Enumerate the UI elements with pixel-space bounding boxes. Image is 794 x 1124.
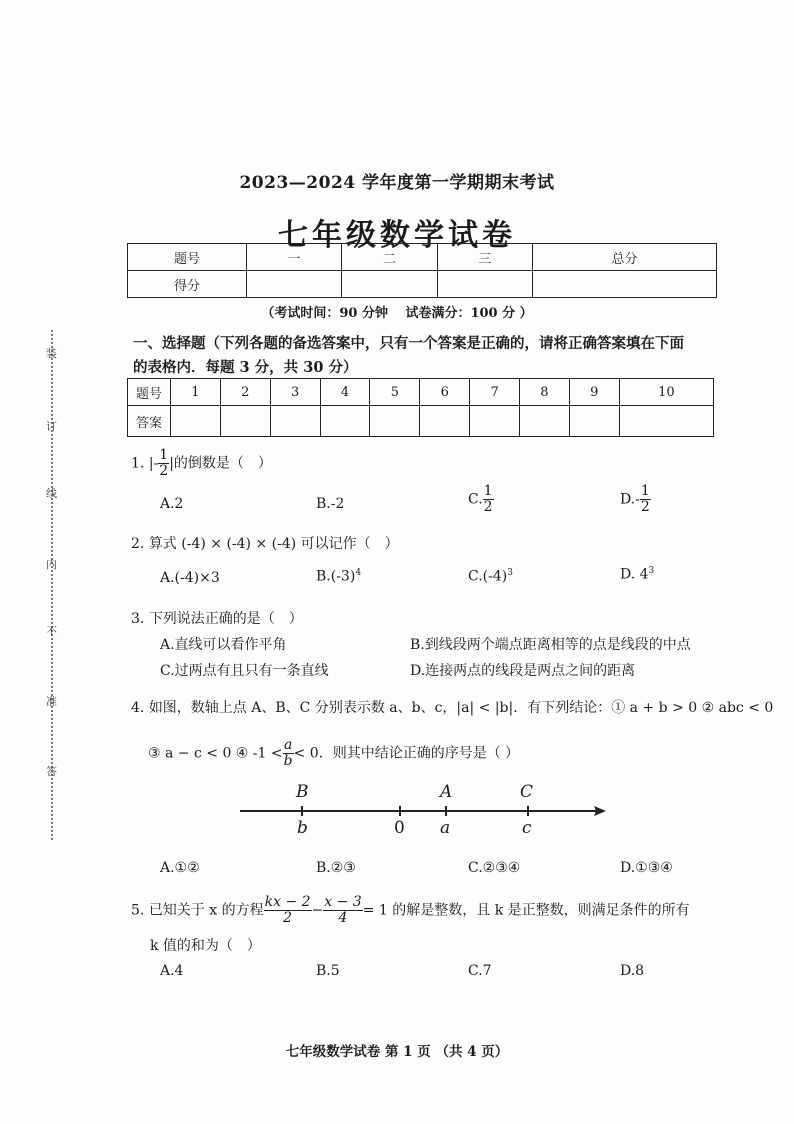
score-col-header: 总分 <box>533 244 717 271</box>
score-row-label: 题号 <box>128 244 247 271</box>
score-cell[interactable] <box>437 271 532 298</box>
question-number-cell: 5 <box>370 379 420 406</box>
question-number: 1. <box>131 455 145 472</box>
q2-option-b: $B.(-3)^4$ <box>316 568 362 585</box>
question-number-cell: 10 <box>619 379 713 406</box>
q5-option-c: C.7 <box>468 963 492 979</box>
answer-cell[interactable] <box>370 406 420 437</box>
q1-abs-open: |- <box>148 455 159 472</box>
q4-option-a: A.①② <box>160 860 200 876</box>
q4-option-d: D.①③④ <box>620 860 673 876</box>
q3-option-c: C.过两点有且只有一条直线 <box>160 663 329 679</box>
q1-stem: |的倒数是（ ） <box>169 455 272 472</box>
question-2 <box>131 533 399 553</box>
q3-option-a: A.直线可以看作平角 <box>160 637 287 653</box>
q2-option-a: A.(-4)×3 <box>160 570 220 586</box>
answer-cell[interactable] <box>320 406 370 437</box>
question-number-cell: 9 <box>569 379 619 406</box>
score-cell[interactable] <box>342 271 437 298</box>
point-label-C: C <box>520 782 534 802</box>
margin-char: 线 <box>46 487 57 500</box>
page-title: 七年级数学试卷 <box>278 218 516 253</box>
q5-stem-cont: k 值的和为（ ） <box>150 938 261 954</box>
answer-cell[interactable] <box>619 406 713 437</box>
q3-option-b: B.到线段两个端点距离相等的点是线段的中点 <box>410 637 691 653</box>
value-label-0: 0 <box>394 818 405 838</box>
exam-info: （考试时间：90 分钟 试卷满分：100 分 ） <box>261 306 533 321</box>
answer-row-label: 题号 <box>128 379 171 406</box>
q5-option-d: D.8 <box>620 963 645 979</box>
question-number-cell: 3 <box>270 379 320 406</box>
exam-year-heading: 2023—2024 学年度第一学期期末考试 <box>239 173 555 193</box>
q1-option-a: A.2 <box>160 496 184 512</box>
question-number-cell: 6 <box>420 379 470 406</box>
q1-option-c: C. $\frac{1}{2}$ <box>468 483 493 515</box>
q4-stem-cont: ③ a − c < 0 ④ -1 < $\frac{a}{b}$ < 0．则其中结论正确的序号是（ ） <box>148 737 520 769</box>
answer-cell[interactable] <box>569 406 619 437</box>
answer-cell[interactable] <box>171 406 221 437</box>
q4-stem: 如图，数轴上点 A、B、C 分别表示数 a、b、c，|a| < |b|．有下列结论：① a + b > 0 ② abc < 0 <box>148 700 774 716</box>
margin-char: 不 <box>46 625 57 638</box>
point-label-A: A <box>440 782 453 802</box>
margin-char: 准 <box>46 695 57 708</box>
answer-table <box>127 378 714 437</box>
score-cell[interactable] <box>247 271 342 298</box>
question-number-cell: 1 <box>171 379 221 406</box>
question-4 <box>131 697 773 717</box>
answer-cell[interactable] <box>420 406 470 437</box>
question-5: 5. 已知关于 x 的方程 $\frac{kx - 2}{2}$ − $\frac{x - 3}{4}$ = 1 的解是整数，且 k 是正整数，则满足条件的所有 <box>131 894 690 926</box>
question-3 <box>131 608 303 628</box>
question-number: 2. <box>131 536 145 552</box>
score-row-label: 得分 <box>128 271 247 298</box>
question-number: 3. <box>131 611 145 627</box>
section1-heading: 一、选择题（下列各题的备选答案中，只有一个答案是正确的，请将正确答案填在下面 <box>133 335 684 352</box>
score-cell[interactable] <box>533 271 717 298</box>
margin-char: 装 <box>46 347 57 360</box>
answer-cell[interactable] <box>220 406 270 437</box>
q2-option-d: D. $4^3$ <box>620 566 655 583</box>
answer-cell[interactable] <box>470 406 520 437</box>
q3-option-d: D.连接两点的线段是两点之间的距离 <box>410 663 636 679</box>
score-col-header: 三 <box>437 244 532 271</box>
margin-char: 订 <box>46 420 57 433</box>
q5-option-a: A.4 <box>160 963 184 979</box>
score-table <box>127 243 717 298</box>
section1-heading-cont: 的表格内．每题 3 分，共 30 分） <box>133 359 358 376</box>
answer-cell[interactable] <box>270 406 320 437</box>
question-number-cell: 7 <box>470 379 520 406</box>
question-number: 4. <box>131 700 145 716</box>
value-label-a: a <box>440 818 451 838</box>
question-number: 5. <box>131 902 145 919</box>
answer-row-label: 答案 <box>128 406 171 437</box>
q3-stem: 下列说法正确的是（ ） <box>148 611 303 627</box>
q1-option-b: B.-2 <box>316 496 345 512</box>
question-number-cell: 8 <box>520 379 570 406</box>
margin-char: 内 <box>46 558 57 571</box>
q4-option-b: B.②③ <box>316 860 356 876</box>
value-label-c: c <box>522 818 532 838</box>
question-1 <box>131 448 272 479</box>
q1-option-d: D.- $\frac{1}{2}$ <box>620 483 650 515</box>
value-label-b: b <box>297 818 308 838</box>
score-col-header: 二 <box>342 244 437 271</box>
q2-stem: 算式 (-4) × (-4) × (-4) 可以记作（ ） <box>148 536 399 552</box>
point-label-B: B <box>296 782 309 802</box>
question-number-cell: 4 <box>320 379 370 406</box>
score-col-header: 一 <box>247 244 342 271</box>
q5-option-b: B.5 <box>316 963 340 979</box>
page-footer: 七年级数学试卷 第 1 页 （共 4 页） <box>285 1044 509 1060</box>
margin-char: 答 <box>46 765 57 778</box>
q4-option-c: C.②③④ <box>468 860 521 876</box>
question-number-cell: 2 <box>220 379 270 406</box>
q2-option-c: $C.(-4)^3$ <box>468 568 513 585</box>
q1-fraction: $\frac{1}{2}$ <box>159 447 169 479</box>
answer-cell[interactable] <box>520 406 570 437</box>
